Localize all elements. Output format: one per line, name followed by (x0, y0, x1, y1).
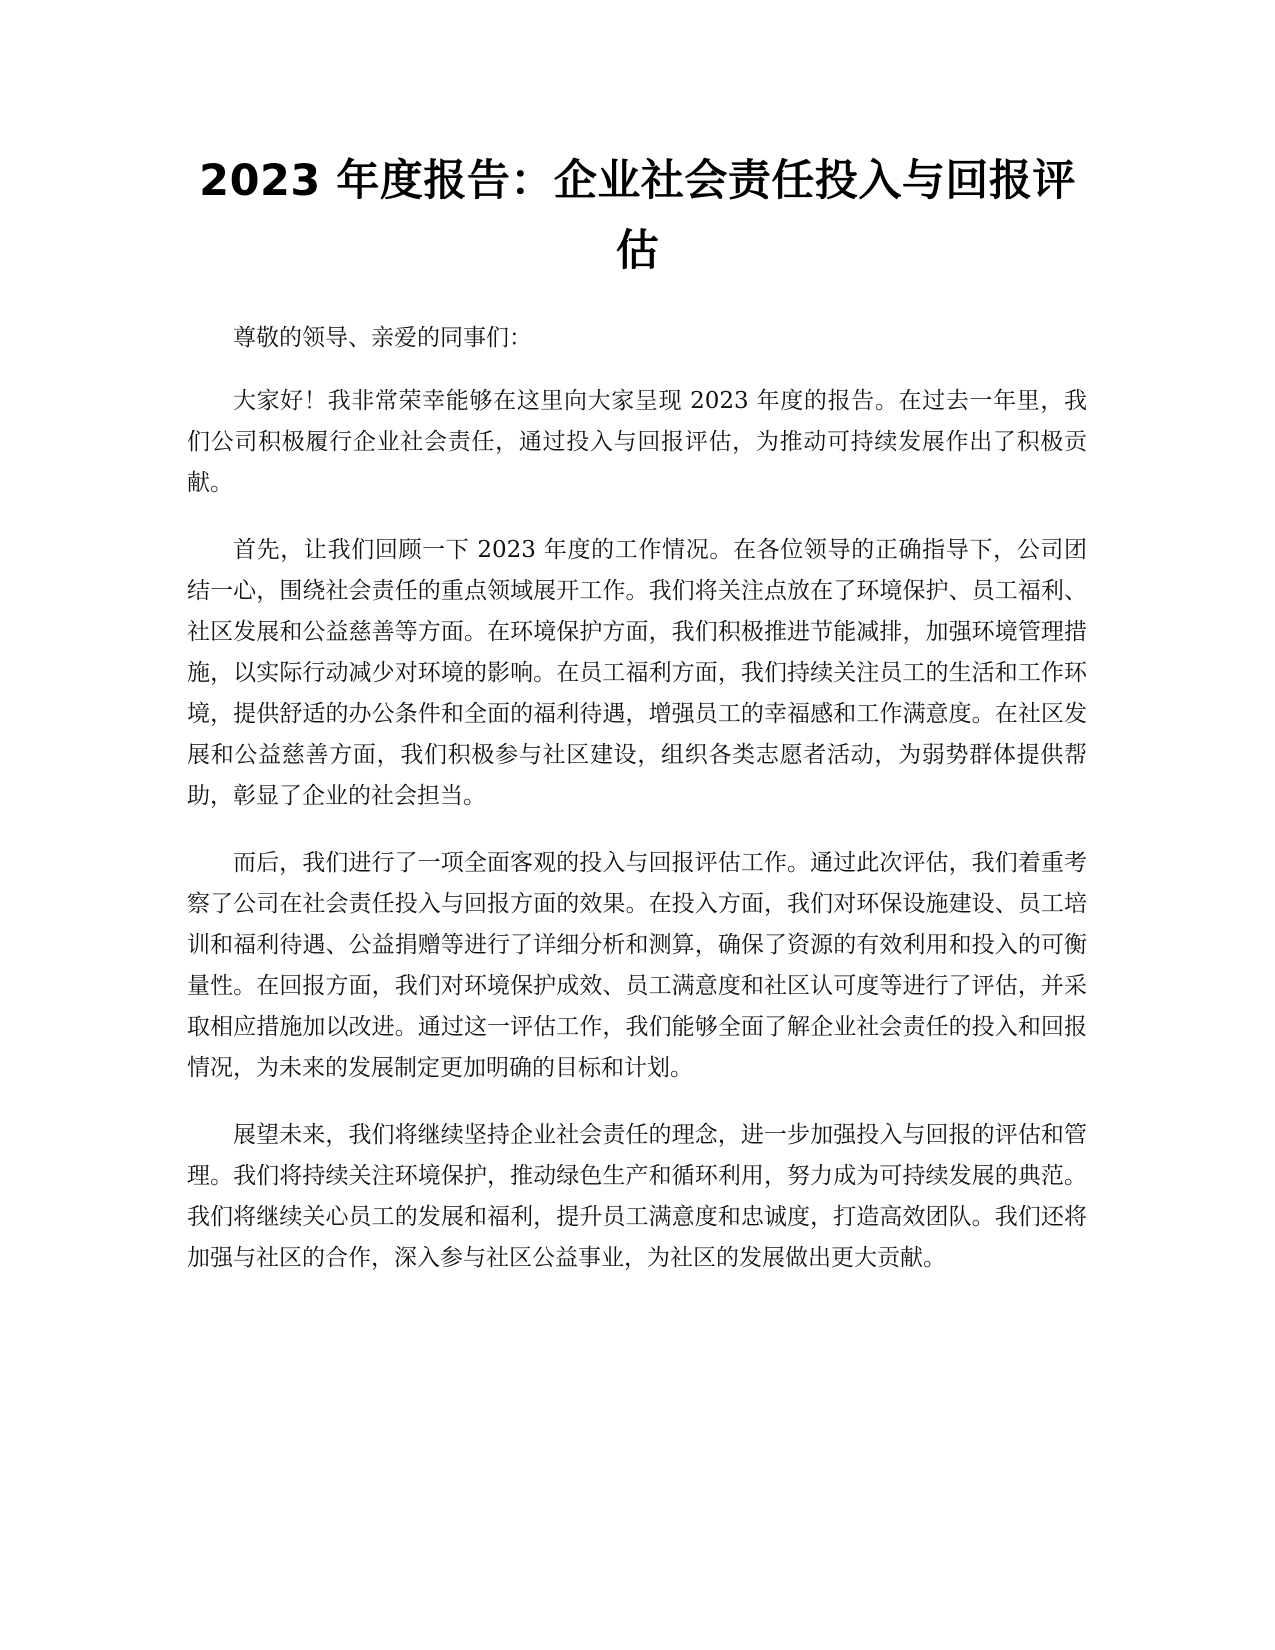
paragraph-greeting: 大家好！我非常荣幸能够在这里向大家呈现 2023 年度的报告。在过去一年里，我们公司积极履行企业社会责任，通过投入与回报评估，为推动可持续发展作出了积极贡献。 (187, 388, 1087, 496)
document-body (187, 318, 1087, 1305)
paragraph-outlook: 展望未来，我们将继续坚持企业社会责任的理念，进一步加强投入与回报的评估和管理。我们将持续关注环境保护，推动绿色生产和循环利用，努力成为可持续发展的典范。我们将继续关心员工的发展和福利，提升员工满意度和忠诚度，打造高效团队。我们还将加强与社区的合作，深入参与社区公益事业，为社区的发展做出更大贡献。 (187, 1122, 1087, 1271)
paragraph-evaluation: 而后，我们进行了一项全面客观的投入与回报评估工作。通过此次评估，我们着重考察了公司在社会责任投入与回报方面的效果。在投入方面，我们对环保设施建设、员工培训和福利待遇、公益捐赠等进行了详细分析和测算，确保了资源的有效利用和投入的可衡量性。在回报方面，我们对环境保护成效、员工满意度和社区认可度等进行了评估，并采取相应措施加以改进。通过这一评估工作，我们能够全面了解企业社会责任的投入和回报情况，为未来的发展制定更加明确的目标和计划。 (187, 850, 1087, 1081)
salutation: 尊敬的领导、亲爱的同事们： (233, 325, 532, 351)
paragraph-review: 首先，让我们回顾一下 2023 年度的工作情况。在各位领导的正确指导下，公司团结一心，围绕社会责任的重点领域展开工作。我们将关注点放在了环境保护、员工福利、社区发展和公益慈善等方面。在环境保护方面，我们积极推进节能减排，加强环境管理措施，以实际行动减少对环境的影响。在员工福利方面，我们持续关注员工的生活和工作环境，提供舒适的办公条件和全面的福利待遇，增强员工的幸福感和工作满意度。在社区发展和公益慈善方面，我们积极参与社区建设，组织各类志愿者活动，为弱势群体提供帮助，彰显了企业的社会担当。 (187, 537, 1087, 809)
document-title: 2023 年度报告：企业社会责任投入与回报评估 (199, 156, 1076, 276)
